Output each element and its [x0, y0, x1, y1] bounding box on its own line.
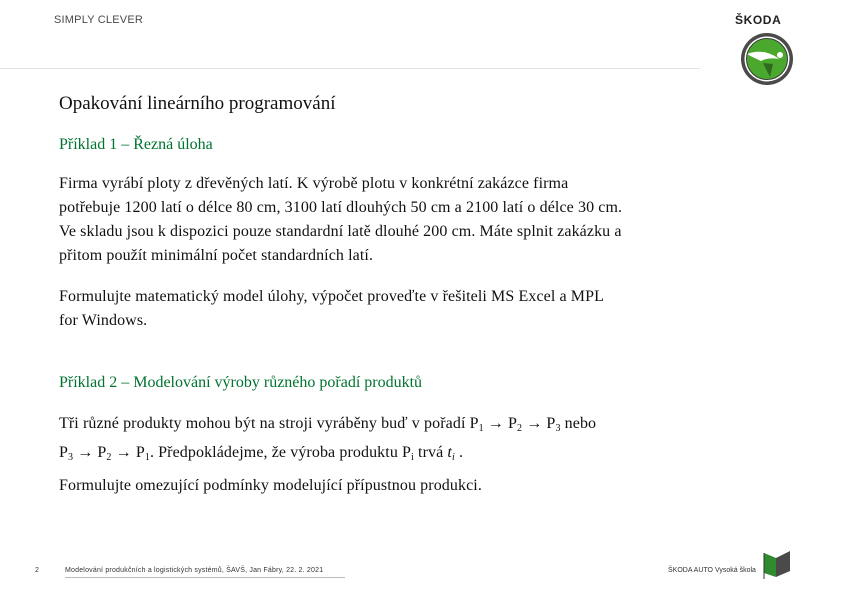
- school-flag-icon: [760, 549, 794, 581]
- example2-task: [59, 474, 779, 498]
- text-line: potřebuje 1200 latí o délce 80 cm, 3100 latí dlouhých 50 cm a 2100 latí o délce 30 cm.: [59, 199, 623, 216]
- header-tagline: SIMPLY CLEVER: [54, 14, 144, 26]
- page-number: 2: [35, 567, 39, 574]
- example1-heading: Příklad 1 – Řezná úloha: [59, 136, 213, 153]
- page-title: Opakování lineárního programování: [59, 93, 336, 114]
- footer-underline: [65, 577, 345, 578]
- footer-school-name: ŠKODA AUTO Vysoká škola: [668, 567, 756, 574]
- text-line: Ve skladu jsou k dispozici pouze standardní latě dlouhé 200 cm. Máte splnit zakázku a: [59, 223, 622, 240]
- example1-text: [59, 172, 779, 268]
- text-line: $P_3 \to P_2 \to P_1$. Předpokládejme, že výroba produktu $P_i$ trvá $t_i$ .: [59, 444, 464, 463]
- example2-heading: Příklad 2 – Modelování výroby různého pořadí produktů: [59, 374, 423, 391]
- skoda-logo-icon: [739, 31, 795, 87]
- example1-task: [59, 285, 779, 333]
- text-line: for Windows.: [59, 312, 148, 329]
- text-line: Firma vyrábí ploty z dřevěných latí. K výrobě plotu v konkrétní zakázce firma: [59, 175, 569, 192]
- header-divider: [0, 68, 700, 69]
- example2-text: [59, 412, 779, 470]
- footer-text: Modelování produkčních a logistických systémů, ŠAVŠ, Jan Fábry, 22. 2. 2021: [65, 567, 324, 574]
- text-line: Tři různé produkty mohou být na stroji vyráběny buď v pořadí $P_1 \to P_2 \to P_3$ nebo: [59, 415, 597, 434]
- text-line: přitom použít minimální počet standardních latí.: [59, 247, 374, 264]
- brand-wordmark: ŠKODA: [735, 13, 782, 27]
- text-line: Formulujte matematický model úlohy, výpočet proveďte v řešiteli MS Excel a MPL: [59, 288, 604, 305]
- text-line: Formulujte omezující podmínky modelující přípustnou produkci.: [59, 477, 482, 494]
